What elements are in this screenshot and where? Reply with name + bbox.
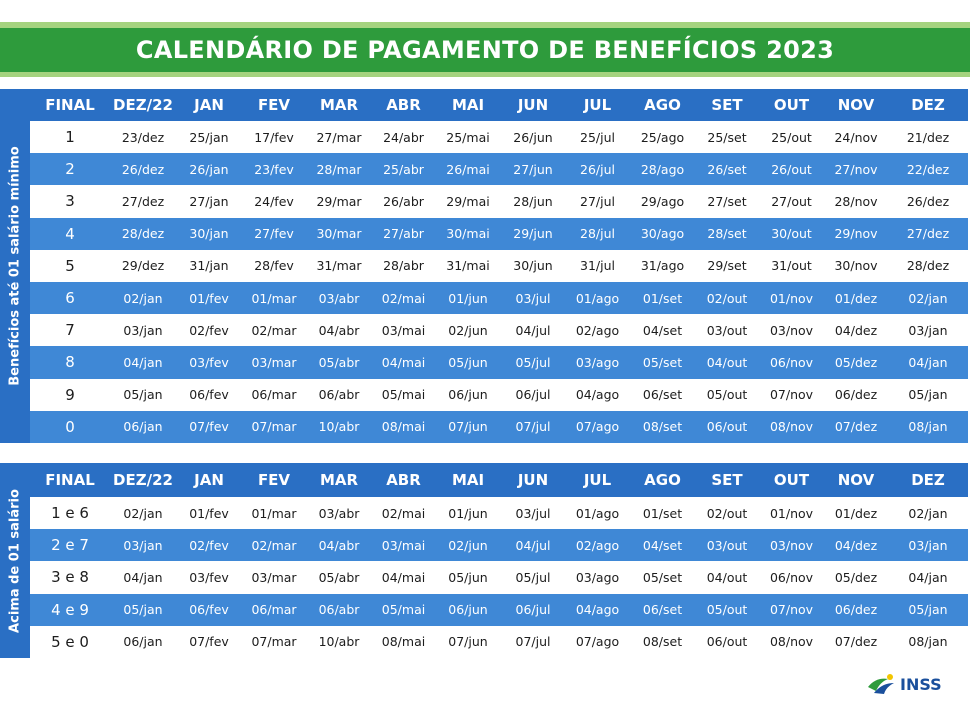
payment-date-cell: 04/jul (501, 529, 565, 561)
payment-date-cell: 03/jan (110, 314, 176, 346)
side-label-minimum-wage (0, 89, 30, 443)
header-month: FEV (242, 89, 306, 121)
payment-date-cell: 01/ago (565, 282, 630, 314)
payment-date-cell: 04/jan (110, 561, 176, 593)
payment-date-cell: 04/jan (110, 346, 176, 378)
payment-date-cell: 06/fev (176, 594, 242, 626)
payment-date-cell: 02/mar (242, 314, 306, 346)
payment-date-cell: 26/mai (435, 153, 501, 185)
table-row (30, 218, 968, 250)
payment-date-cell: 04/ago (565, 379, 630, 411)
payment-date-cell: 08/nov (759, 626, 824, 658)
payment-date-cell: 28/dez (888, 250, 968, 282)
payment-date-cell: 02/mai (372, 497, 435, 529)
row-final-digit: 7 (30, 314, 110, 346)
header-month: DEZ/22 (110, 463, 176, 497)
payment-date-cell: 03/nov (759, 529, 824, 561)
payment-date-cell: 07/ago (565, 626, 630, 658)
payment-date-cell: 02/out (695, 497, 759, 529)
payment-date-cell: 02/jun (435, 529, 501, 561)
payment-date-cell: 05/jul (501, 561, 565, 593)
payment-date-cell: 04/out (695, 346, 759, 378)
payment-date-cell: 06/dez (824, 594, 888, 626)
payment-date-cell: 25/abr (372, 153, 435, 185)
payment-date-cell: 27/jun (501, 153, 565, 185)
payment-date-cell: 06/fev (176, 379, 242, 411)
payment-date-cell: 03/out (695, 529, 759, 561)
payment-date-cell: 07/jul (501, 411, 565, 443)
payment-date-cell: 05/jun (435, 561, 501, 593)
payment-date-cell: 04/abr (306, 529, 372, 561)
payment-date-cell: 06/mar (242, 594, 306, 626)
header-final: FINAL (30, 89, 110, 121)
payment-date-cell: 08/jan (888, 626, 968, 658)
payment-table-minimum-wage (30, 89, 968, 443)
header-month: NOV (824, 463, 888, 497)
payment-date-cell: 01/nov (759, 282, 824, 314)
payment-date-cell: 04/ago (565, 594, 630, 626)
payment-date-cell: 27/jan (176, 185, 242, 217)
row-final-digit: 3 e 8 (30, 561, 110, 593)
payment-date-cell: 03/jan (110, 529, 176, 561)
payment-date-cell: 27/dez (110, 185, 176, 217)
payment-date-cell: 26/out (759, 153, 824, 185)
payment-date-cell: 27/dez (888, 218, 968, 250)
payment-date-cell: 10/abr (306, 626, 372, 658)
side-label-text: Benefícios até 01 salário mínimo (7, 146, 23, 386)
header-month: JUL (565, 463, 630, 497)
header-month: JUN (501, 463, 565, 497)
table-row (30, 497, 968, 529)
payment-date-cell: 28/fev (242, 250, 306, 282)
payment-date-cell: 01/dez (824, 282, 888, 314)
payment-date-cell: 25/jan (176, 121, 242, 153)
payment-date-cell: 05/set (630, 346, 695, 378)
payment-date-cell: 07/jul (501, 626, 565, 658)
payment-date-cell: 03/jul (501, 497, 565, 529)
payment-date-cell: 26/dez (110, 153, 176, 185)
payment-date-cell: 05/dez (824, 346, 888, 378)
row-final-digit: 4 (30, 218, 110, 250)
side-label-above-minimum (0, 463, 30, 658)
header-month: MAR (306, 89, 372, 121)
payment-date-cell: 31/jul (565, 250, 630, 282)
payment-date-cell: 07/mar (242, 626, 306, 658)
payment-date-cell: 06/jan (110, 626, 176, 658)
payment-date-cell: 05/mai (372, 379, 435, 411)
table-row (30, 411, 968, 443)
section-minimum-wage (0, 89, 968, 443)
row-final-digit: 4 e 9 (30, 594, 110, 626)
payment-date-cell: 05/mai (372, 594, 435, 626)
payment-date-cell: 03/ago (565, 561, 630, 593)
row-final-digit: 8 (30, 346, 110, 378)
payment-date-cell: 03/abr (306, 282, 372, 314)
payment-date-cell: 04/mai (372, 346, 435, 378)
payment-date-cell: 23/dez (110, 121, 176, 153)
payment-date-cell: 02/ago (565, 314, 630, 346)
payment-date-cell: 02/mar (242, 529, 306, 561)
payment-date-cell: 29/mai (435, 185, 501, 217)
row-final-digit: 0 (30, 411, 110, 443)
row-final-digit: 1 e 6 (30, 497, 110, 529)
payment-date-cell: 05/jan (888, 379, 968, 411)
header-month: ABR (372, 89, 435, 121)
payment-date-cell: 02/mai (372, 282, 435, 314)
payment-date-cell: 07/nov (759, 379, 824, 411)
payment-date-cell: 29/mar (306, 185, 372, 217)
inss-logo (866, 670, 946, 698)
payment-date-cell: 29/set (695, 250, 759, 282)
payment-date-cell: 24/nov (824, 121, 888, 153)
payment-date-cell: 30/mar (306, 218, 372, 250)
payment-date-cell: 01/mar (242, 282, 306, 314)
payment-date-cell: 22/dez (888, 153, 968, 185)
payment-date-cell: 28/abr (372, 250, 435, 282)
page-title: CALENDÁRIO DE PAGAMENTO DE BENEFÍCIOS 2023 (135, 36, 835, 64)
payment-date-cell: 26/jan (176, 153, 242, 185)
payment-date-cell: 03/jul (501, 282, 565, 314)
payment-date-cell: 24/fev (242, 185, 306, 217)
payment-date-cell: 04/jan (888, 561, 968, 593)
payment-date-cell: 06/out (695, 626, 759, 658)
payment-date-cell: 08/set (630, 626, 695, 658)
payment-date-cell: 04/dez (824, 529, 888, 561)
payment-date-cell: 04/out (695, 561, 759, 593)
payment-date-cell: 26/dez (888, 185, 968, 217)
payment-date-cell: 29/jun (501, 218, 565, 250)
payment-date-cell: 05/jan (888, 594, 968, 626)
row-final-digit: 6 (30, 282, 110, 314)
payment-date-cell: 08/nov (759, 411, 824, 443)
payment-date-cell: 02/fev (176, 314, 242, 346)
payment-date-cell: 25/set (695, 121, 759, 153)
payment-date-cell: 05/out (695, 379, 759, 411)
table-row (30, 626, 968, 658)
payment-date-cell: 01/jun (435, 497, 501, 529)
payment-date-cell: 03/abr (306, 497, 372, 529)
payment-date-cell: 31/ago (630, 250, 695, 282)
payment-date-cell: 25/out (759, 121, 824, 153)
payment-date-cell: 06/dez (824, 379, 888, 411)
payment-date-cell: 03/mai (372, 529, 435, 561)
payment-date-cell: 02/jan (888, 282, 968, 314)
payment-date-cell: 28/mar (306, 153, 372, 185)
payment-date-cell: 03/mar (242, 346, 306, 378)
payment-date-cell: 08/set (630, 411, 695, 443)
payment-date-cell: 04/set (630, 529, 695, 561)
header-month: DEZ (888, 89, 968, 121)
payment-date-cell: 27/nov (824, 153, 888, 185)
header-month: ABR (372, 463, 435, 497)
title-banner (0, 28, 970, 72)
header-final: FINAL (30, 463, 110, 497)
payment-date-cell: 08/mai (372, 626, 435, 658)
payment-date-cell: 06/jul (501, 594, 565, 626)
payment-date-cell: 07/dez (824, 626, 888, 658)
table-row (30, 379, 968, 411)
row-final-digit: 2 (30, 153, 110, 185)
payment-date-cell: 02/jan (110, 497, 176, 529)
payment-date-cell: 02/jun (435, 314, 501, 346)
row-final-digit: 5 e 0 (30, 626, 110, 658)
payment-date-cell: 06/nov (759, 346, 824, 378)
payment-date-cell: 01/jun (435, 282, 501, 314)
payment-date-cell: 06/abr (306, 379, 372, 411)
header-month: OUT (759, 89, 824, 121)
payment-date-cell: 06/jul (501, 379, 565, 411)
section-above-minimum (0, 463, 968, 658)
payment-date-cell: 30/ago (630, 218, 695, 250)
payment-date-cell: 03/nov (759, 314, 824, 346)
payment-date-cell: 24/abr (372, 121, 435, 153)
table-row (30, 185, 968, 217)
payment-date-cell: 07/fev (176, 411, 242, 443)
payment-date-cell: 17/fev (242, 121, 306, 153)
payment-date-cell: 04/set (630, 314, 695, 346)
payment-date-cell: 30/nov (824, 250, 888, 282)
payment-date-cell: 04/mai (372, 561, 435, 593)
payment-date-cell: 27/set (695, 185, 759, 217)
payment-date-cell: 25/jul (565, 121, 630, 153)
header-month: NOV (824, 89, 888, 121)
payment-date-cell: 05/abr (306, 346, 372, 378)
payment-date-cell: 05/jan (110, 594, 176, 626)
payment-date-cell: 10/abr (306, 411, 372, 443)
payment-date-cell: 28/jul (565, 218, 630, 250)
header-month: JUN (501, 89, 565, 121)
payment-date-cell: 04/jan (888, 346, 968, 378)
payment-date-cell: 01/set (630, 497, 695, 529)
payment-date-cell: 01/ago (565, 497, 630, 529)
payment-date-cell: 27/jul (565, 185, 630, 217)
payment-date-cell: 29/nov (824, 218, 888, 250)
payment-date-cell: 05/abr (306, 561, 372, 593)
table-header-row (30, 463, 968, 497)
table-header-row (30, 89, 968, 121)
payment-date-cell: 26/set (695, 153, 759, 185)
payment-date-cell: 26/jul (565, 153, 630, 185)
payment-date-cell: 07/fev (176, 626, 242, 658)
payment-date-cell: 29/dez (110, 250, 176, 282)
payment-date-cell: 27/out (759, 185, 824, 217)
payment-date-cell: 06/set (630, 379, 695, 411)
inss-logo-icon (866, 673, 896, 695)
payment-date-cell: 01/fev (176, 497, 242, 529)
payment-date-cell: 06/mar (242, 379, 306, 411)
payment-date-cell: 06/jun (435, 379, 501, 411)
header-month: MAI (435, 463, 501, 497)
header-month: JAN (176, 89, 242, 121)
header-month: SET (695, 463, 759, 497)
payment-date-cell: 03/out (695, 314, 759, 346)
payment-date-cell: 05/dez (824, 561, 888, 593)
table-row (30, 561, 968, 593)
payment-date-cell: 07/dez (824, 411, 888, 443)
payment-date-cell: 26/abr (372, 185, 435, 217)
payment-date-cell: 06/out (695, 411, 759, 443)
payment-date-cell: 27/abr (372, 218, 435, 250)
payment-date-cell: 06/set (630, 594, 695, 626)
payment-date-cell: 06/jan (110, 411, 176, 443)
payment-date-cell: 02/jan (110, 282, 176, 314)
header-month: AGO (630, 89, 695, 121)
table-row (30, 121, 968, 153)
header-month: DEZ (888, 463, 968, 497)
payment-date-cell: 06/abr (306, 594, 372, 626)
table-row (30, 314, 968, 346)
payment-date-cell: 25/ago (630, 121, 695, 153)
payment-date-cell: 31/mar (306, 250, 372, 282)
row-final-digit: 5 (30, 250, 110, 282)
payment-date-cell: 31/out (759, 250, 824, 282)
payment-date-cell: 03/ago (565, 346, 630, 378)
payment-date-cell: 03/jan (888, 314, 968, 346)
header-month: OUT (759, 463, 824, 497)
payment-date-cell: 08/jan (888, 411, 968, 443)
payment-date-cell: 01/dez (824, 497, 888, 529)
header-month: MAI (435, 89, 501, 121)
payment-date-cell: 07/nov (759, 594, 824, 626)
payment-date-cell: 30/mai (435, 218, 501, 250)
table-row (30, 529, 968, 561)
row-final-digit: 1 (30, 121, 110, 153)
table-row (30, 594, 968, 626)
payment-date-cell: 23/fev (242, 153, 306, 185)
banner-bottom-stripe (0, 72, 970, 77)
payment-date-cell: 30/jun (501, 250, 565, 282)
payment-date-cell: 02/ago (565, 529, 630, 561)
payment-date-cell: 06/jun (435, 594, 501, 626)
payment-date-cell: 02/fev (176, 529, 242, 561)
payment-date-cell: 08/mai (372, 411, 435, 443)
payment-date-cell: 05/jul (501, 346, 565, 378)
payment-date-cell: 05/set (630, 561, 695, 593)
payment-date-cell: 21/dez (888, 121, 968, 153)
payment-date-cell: 28/nov (824, 185, 888, 217)
payment-date-cell: 07/ago (565, 411, 630, 443)
payment-date-cell: 28/jun (501, 185, 565, 217)
payment-date-cell: 05/jan (110, 379, 176, 411)
payment-date-cell: 07/jun (435, 626, 501, 658)
payment-date-cell: 07/jun (435, 411, 501, 443)
table-row (30, 282, 968, 314)
payment-date-cell: 01/mar (242, 497, 306, 529)
payment-date-cell: 27/mar (306, 121, 372, 153)
payment-date-cell: 05/jun (435, 346, 501, 378)
side-label-text: Acima de 01 salário (7, 488, 23, 633)
payment-date-cell: 04/dez (824, 314, 888, 346)
header-month: SET (695, 89, 759, 121)
payment-date-cell: 03/mar (242, 561, 306, 593)
payment-date-cell: 25/mai (435, 121, 501, 153)
inss-logo-text: INSS (900, 674, 942, 694)
payment-date-cell: 31/jan (176, 250, 242, 282)
payment-date-cell: 27/fev (242, 218, 306, 250)
payment-date-cell: 01/set (630, 282, 695, 314)
header-month: FEV (242, 463, 306, 497)
payment-date-cell: 26/jun (501, 121, 565, 153)
payment-date-cell: 28/dez (110, 218, 176, 250)
payment-date-cell: 30/out (759, 218, 824, 250)
row-final-digit: 3 (30, 185, 110, 217)
header-month: DEZ/22 (110, 89, 176, 121)
payment-table-above-minimum (30, 463, 968, 658)
payment-date-cell: 01/fev (176, 282, 242, 314)
payment-date-cell: 06/nov (759, 561, 824, 593)
payment-date-cell: 04/jul (501, 314, 565, 346)
payment-date-cell: 01/nov (759, 497, 824, 529)
payment-date-cell: 02/jan (888, 497, 968, 529)
row-final-digit: 2 e 7 (30, 529, 110, 561)
payment-date-cell: 29/ago (630, 185, 695, 217)
table-row (30, 153, 968, 185)
payment-date-cell: 28/ago (630, 153, 695, 185)
row-final-digit: 9 (30, 379, 110, 411)
payment-date-cell: 31/mai (435, 250, 501, 282)
header-month: MAR (306, 463, 372, 497)
payment-date-cell: 03/jan (888, 529, 968, 561)
payment-date-cell: 04/abr (306, 314, 372, 346)
payment-date-cell: 02/out (695, 282, 759, 314)
payment-date-cell: 05/out (695, 594, 759, 626)
payment-date-cell: 30/jan (176, 218, 242, 250)
payment-date-cell: 03/mai (372, 314, 435, 346)
payment-date-cell: 07/mar (242, 411, 306, 443)
table-row (30, 250, 968, 282)
payment-date-cell: 03/fev (176, 561, 242, 593)
payment-date-cell: 03/fev (176, 346, 242, 378)
header-month: AGO (630, 463, 695, 497)
table-row (30, 346, 968, 378)
header-month: JAN (176, 463, 242, 497)
payment-date-cell: 28/set (695, 218, 759, 250)
header-month: JUL (565, 89, 630, 121)
